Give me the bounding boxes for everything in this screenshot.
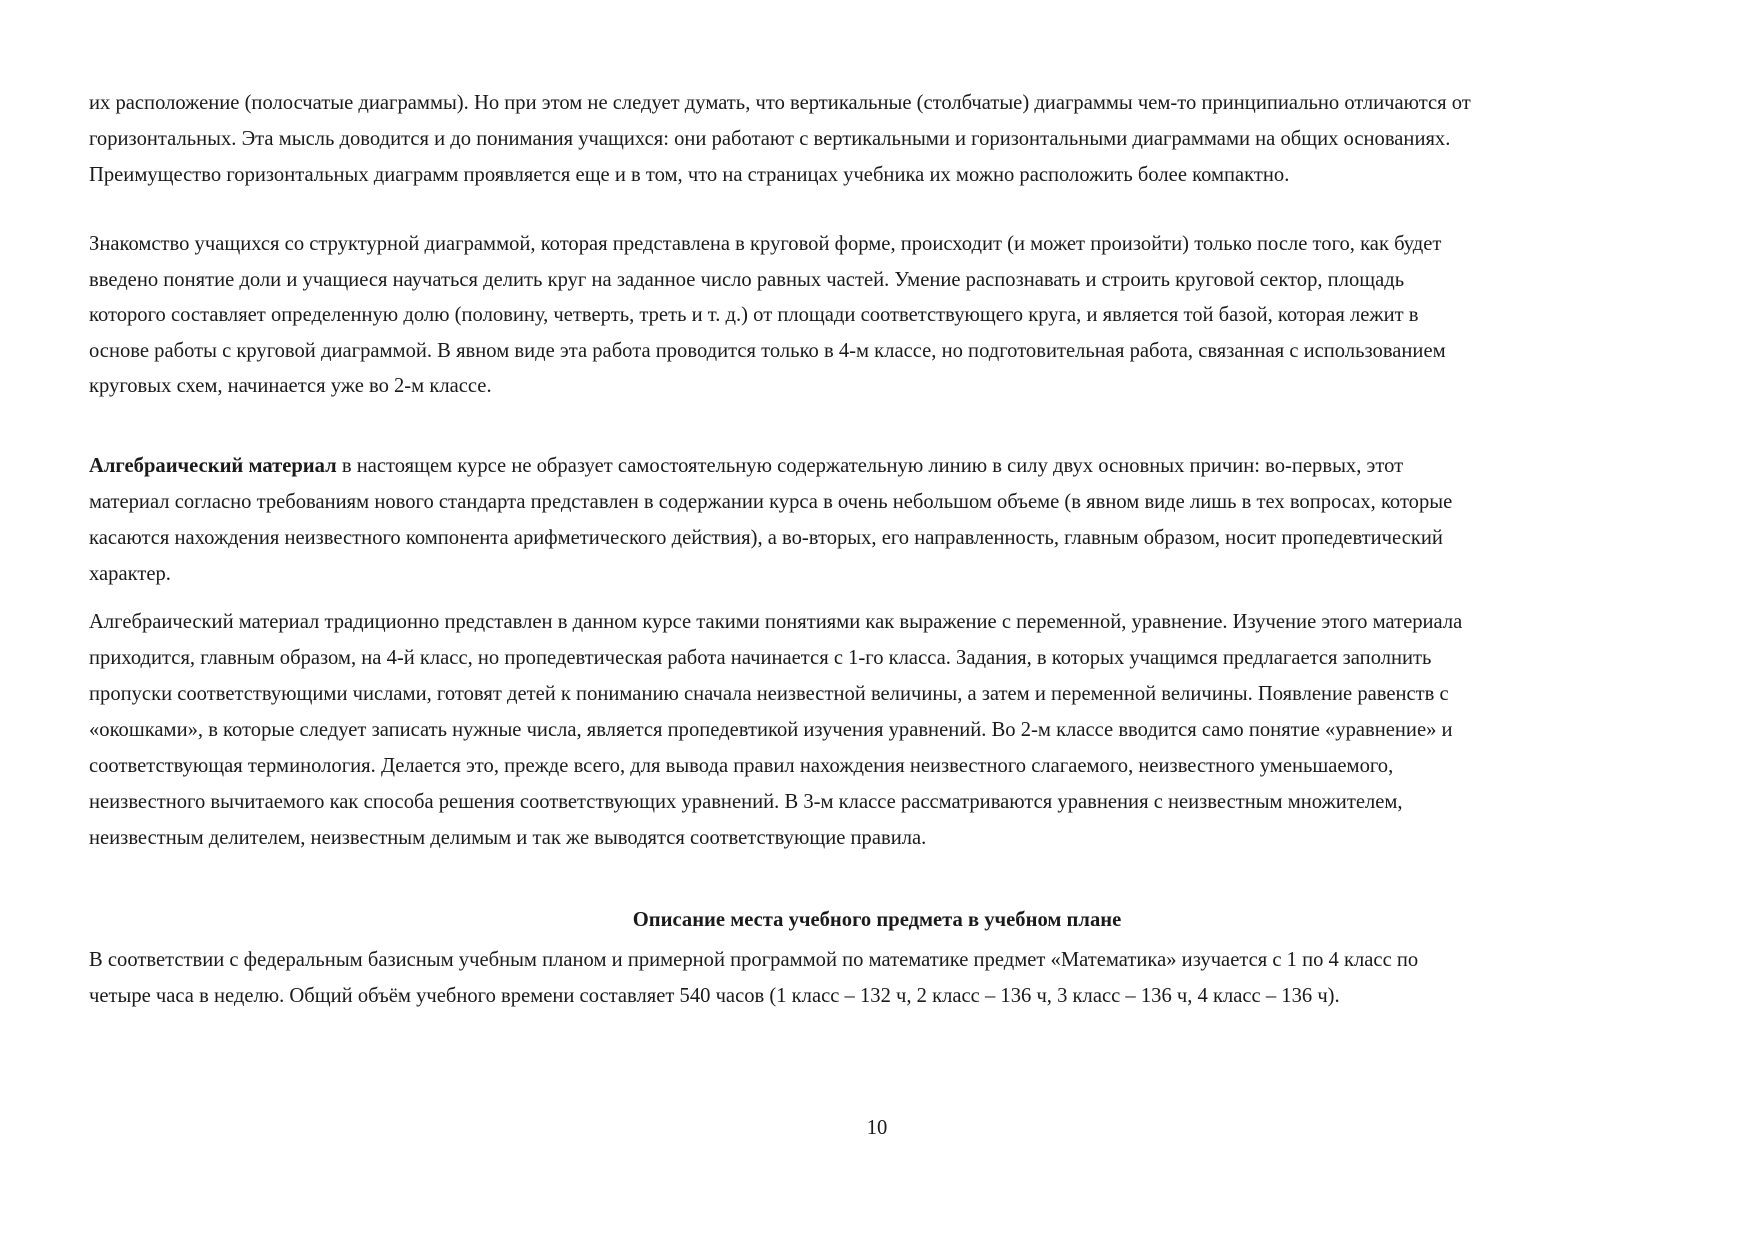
text-line: В соответствии с федеральным базисным учебным планом и примерной программой по математике предмет «Математика» изучается с 1 по 4 класс по	[89, 949, 1419, 971]
text-line: характер.	[89, 563, 171, 585]
text-line: круговых схем, начинается уже во 2-м классе.	[89, 375, 492, 397]
text-line: введено понятие доли и учащиеся научаться делить круг на заданное число равных частей. Умение распознавать и строить круговой сектор, площадь	[89, 269, 1405, 291]
section-heading: Описание места учебного предмета в учебном плане	[632, 909, 1122, 931]
text-line: которого составляет определенную долю (половину, четверть, треть и т. д.) от площади соответствующего круга, и является той базой, которая лежит в	[89, 304, 1419, 326]
text-line: их расположение (полосчатые диаграммы). Но при этом не следует думать, что вертикальные (столбчатые) диаграммы чем-то принципиально отличаются от	[89, 92, 1471, 114]
text-line: «окошками», в которые следует записать нужные числа, является пропедевтикой изучения уравнений. Во 2-м классе вводится само понятие «уравнение» и	[89, 719, 1453, 741]
text-run: в настоящем курсе не образует самостоятельную содержательную линию в силу двух основных причин: во-первых, этот	[336, 455, 1404, 477]
bold-term: Алгебраический материал	[89, 455, 337, 477]
text-line: пропуски соответствующими числами, готовят детей к пониманию сначала неизвестной величины, а затем и переменной величины. Появление равенств с	[89, 683, 1449, 705]
text-line: материал согласно требованиям нового стандарта представлен в содержании курса в очень небольшом объеме (в явном виде лишь в тех вопросах, которые	[89, 491, 1453, 513]
page-number: 10	[866, 1117, 888, 1139]
text-line: горизонтальных. Эта мысль доводится и до понимания учащихся: они работают с вертикальными и горизонтальными диаграммами на общих основаниях.	[89, 128, 1451, 150]
text-line	[89, 456, 1403, 477]
text-line: Знакомство учащихся со структурной диаграммой, которая представлена в круговой форме, происходит (и может произойти) только после того, как будет	[89, 233, 1442, 255]
text-line: четыре часа в неделю. Общий объём учебного времени составляет 540 часов (1 класс – 132 ч, 2 класс – 136 ч, 3 класс – 136 ч, 4 класс – 136 ч).	[89, 985, 1340, 1007]
text-line: касаются нахождения неизвестного компонента арифметического действия), а во-вторых, его направленность, главным образом, носит пропедевтический	[89, 527, 1443, 549]
text-line: приходится, главным образом, на 4-й класс, но пропедевтическая работа начинается с 1-го класса. Задания, в которых учащимся предлагается заполнить	[89, 647, 1432, 669]
text-line: Алгебраический материал традиционно представлен в данном курсе такими понятиями как выражение с переменной, уравнение. Изучение этого материала	[89, 611, 1463, 633]
text-line: неизвестного вычитаемого как способа решения соответствующих уравнений. В 3-м классе рассматриваются уравнения с неизвестным множителем,	[89, 791, 1403, 813]
text-line: Преимущество горизонтальных диаграмм проявляется еще и в том, что на страницах учебника их можно расположить более компактно.	[89, 164, 1290, 186]
text-line: соответствующая терминология. Делается это, прежде всего, для вывода правил нахождения неизвестного слагаемого, неизвестного уменьшаемого,	[89, 755, 1394, 777]
text-line: неизвестным делителем, неизвестным делимым и так же выводятся соответствующие правила.	[89, 827, 927, 849]
text-line: основе работы с круговой диаграммой. В явном виде эта работа проводится только в 4-м классе, но подготовительная работа, связанная с использованием	[89, 340, 1446, 362]
